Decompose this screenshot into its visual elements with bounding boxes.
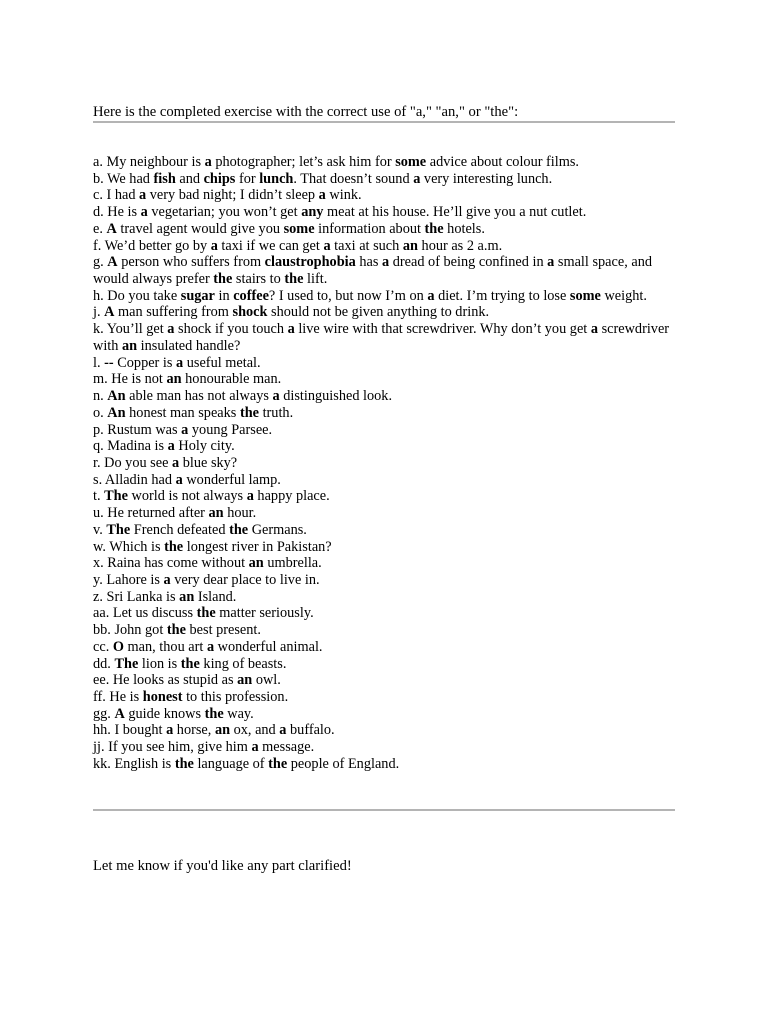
sentence-text: umbrella. [263, 555, 322, 572]
sentence-text: young Parsee. [188, 421, 273, 438]
sentence-text: honourable man. [181, 371, 282, 388]
answer-word: a [547, 254, 555, 271]
answer-word: the [284, 271, 304, 288]
sentence-text: buffalo. [286, 722, 335, 739]
exercise-item [93, 405, 675, 422]
answer-word: a [287, 321, 295, 338]
answer-word: some [283, 220, 315, 237]
sentence-text: happy place. [253, 488, 330, 505]
answer-word: chips [203, 170, 236, 187]
answer-word: the [229, 521, 249, 538]
sentence-text: travel agent would give you [116, 220, 284, 237]
sentence-text: l. [93, 354, 105, 371]
sentence-text: stairs to [232, 271, 285, 288]
exercise-item [93, 639, 675, 656]
sentence-text: Island. [194, 588, 237, 605]
answer-word: a [323, 237, 331, 254]
answer-word: a [206, 638, 215, 655]
sentence-text: very dear place to live in. [170, 571, 320, 588]
sentence-text: wonderful lamp. [182, 471, 281, 488]
exercise-item [93, 304, 675, 321]
answer-word: the [174, 755, 194, 772]
answer-word: An [107, 404, 126, 421]
sentence-text: world is not always [127, 488, 247, 505]
answer-word: an [248, 555, 264, 572]
exercise-item [93, 221, 675, 238]
answer-word: a [590, 321, 598, 338]
sentence-text: truth. [259, 404, 294, 421]
sentence-text: n. [93, 388, 108, 405]
sentence-text: live wire with that screwdriver. Why don’t you get [294, 321, 591, 338]
exercise-list [93, 154, 675, 773]
exercise-item [93, 422, 675, 439]
sentence-text: w. Which is [93, 538, 165, 555]
answer-word: O [112, 638, 124, 655]
exercise-item [93, 622, 675, 639]
sentence-text: in [214, 287, 234, 304]
answer-word: a [176, 354, 184, 371]
sentence-text: blue sky? [179, 454, 238, 471]
intro-text: Here is the completed exercise with the correct use of "a," "an," or "the": [93, 103, 519, 120]
sentence-text: people of England. [287, 755, 400, 772]
sentence-text: r. Do you see [93, 454, 173, 471]
answer-word: honest [142, 689, 183, 705]
answer-word: a [167, 321, 175, 338]
answer-word: The [106, 521, 131, 538]
sentence-text: best present. [185, 622, 261, 639]
answer-word: a [279, 722, 287, 739]
answer-word: the [204, 705, 224, 722]
sentence-text: vegetarian; you won’t get [147, 204, 302, 221]
exercise-item [93, 488, 675, 505]
sentence-text: and [175, 170, 204, 187]
sentence-text: ff. He is [93, 689, 143, 705]
answer-word: the [164, 538, 184, 555]
exercise-item [93, 438, 675, 455]
exercise-item [93, 656, 675, 673]
answer-word: a [172, 454, 180, 471]
answer-word: a [204, 154, 212, 170]
sentence-text: man, thou art [123, 638, 207, 655]
exercise-item [93, 288, 675, 305]
answer-word: a [167, 438, 175, 455]
sentence-text: j. [93, 304, 105, 321]
answer-word: a [272, 388, 280, 405]
answer-word: sugar [180, 287, 215, 304]
sentence-text: insulated handle? [137, 337, 241, 354]
sentence-text: s. Alladin had [93, 471, 176, 488]
sentence-text: p. Rustum was [93, 421, 182, 438]
answer-word: an [237, 672, 253, 689]
answer-word: coffee [233, 287, 269, 304]
exercise-item [93, 238, 675, 255]
exercise-item [93, 254, 675, 287]
answer-word: some [395, 154, 427, 170]
exercise-item [93, 672, 675, 689]
answer-word: a [175, 471, 183, 488]
sentence-text: ee. He looks as stupid as [93, 672, 238, 689]
exercise-item [93, 388, 675, 405]
answer-word: a [382, 254, 390, 271]
answer-word: a [163, 571, 171, 588]
sentence-text: horse, [173, 722, 215, 739]
exercise-item [93, 187, 675, 204]
exercise-item [93, 171, 675, 188]
sentence-text: d. He is [93, 204, 141, 221]
sentence-text: wink. [325, 187, 362, 204]
sentence-text: kk. English is [93, 755, 175, 772]
sentence-text: jj. If you see him, give him [93, 739, 252, 756]
exercise-item [93, 371, 675, 388]
sentence-text: bb. John got [93, 622, 167, 639]
answer-word: the [166, 622, 186, 639]
exercise-item [93, 154, 675, 171]
answer-word: The [104, 488, 128, 505]
answer-word: a [181, 421, 189, 438]
sentence-text: should not be given anything to drink. [267, 304, 490, 321]
sentence-text: f. We’d better go by [93, 237, 211, 254]
sentence-text: very bad night; I didn’t sleep [146, 187, 319, 204]
sentence-text: message. [258, 739, 315, 756]
sentence-text: hour as 2 a.m. [417, 237, 503, 254]
sentence-text: dd. [93, 655, 115, 672]
sentence-text: shock if you touch [174, 321, 288, 338]
answer-word: shock [232, 304, 268, 321]
answer-word: A [106, 220, 117, 237]
sentence-text: man suffering from [114, 304, 233, 321]
exercise-item [93, 572, 675, 589]
answer-word: a [166, 722, 174, 739]
sentence-text: z. Sri Lanka is [93, 588, 180, 605]
sentence-text: t. [93, 488, 105, 505]
sentence-text: diet. I’m trying to lose [434, 287, 570, 304]
sentence-text: matter seriously. [215, 605, 314, 622]
closing-text: Let me know if you'd like any part clarified! [93, 857, 352, 874]
sentence-text: u. He returned after [93, 505, 209, 522]
sentence-text: x. Raina has come without [93, 555, 249, 572]
answer-word: the [268, 755, 288, 772]
sentence-text: a. My neighbour is [93, 154, 205, 170]
sentence-text: language of [193, 755, 269, 772]
answer-word: A [104, 304, 115, 321]
sentence-text: aa. Let us discuss [93, 605, 197, 622]
exercise-item [93, 555, 675, 572]
exercise-item [93, 355, 675, 372]
sentence-text: ? I used to, but now I’m on [268, 287, 428, 304]
answer-word: an [208, 505, 224, 522]
answer-word: a [318, 187, 326, 204]
sentence-text: hour. [223, 505, 257, 522]
sentence-text: weight. [600, 287, 647, 304]
answer-word: a [251, 739, 259, 756]
exercise-item [93, 722, 675, 739]
exercise-item [93, 756, 675, 773]
top-divider [93, 121, 675, 123]
answer-word: an [122, 337, 138, 354]
sentence-text: m. He is not [93, 371, 167, 388]
exercise-item [93, 522, 675, 539]
sentence-text: lift. [303, 271, 328, 288]
exercise-item [93, 321, 675, 354]
answer-word: a [246, 488, 254, 505]
answer-word: an [166, 371, 182, 388]
sentence-text: distinguished look. [279, 388, 393, 405]
answer-word: the [196, 605, 216, 622]
sentence-text: c. I had [93, 187, 140, 204]
sentence-text: longest river in Pakistan? [183, 538, 332, 555]
sentence-text: Germans. [248, 521, 307, 538]
exercise-item [93, 539, 675, 556]
answer-word: any [301, 204, 324, 221]
sentence-text: . That doesn’t sound [293, 170, 414, 187]
sentence-text: small space, and would always prefer [93, 254, 652, 288]
exercise-item [93, 589, 675, 606]
sentence-text: taxi at such [330, 237, 403, 254]
sentence-text: king of beasts. [199, 655, 287, 672]
answer-word: the [180, 655, 200, 672]
answer-word: the [213, 271, 233, 288]
sentence-text: v. [93, 521, 107, 538]
sentence-text: e. [93, 220, 107, 237]
sentence-text: screwdriver with [93, 321, 670, 354]
sentence-text: k. You’ll get [93, 321, 168, 338]
sentence-text: taxi if we can get [217, 237, 324, 254]
answer-word: A [114, 705, 125, 722]
sentence-text: o. [93, 404, 108, 421]
answer-word: a [140, 204, 148, 221]
sentence-text: g. [93, 254, 108, 271]
sentence-text: hh. I bought [93, 722, 167, 739]
exercise-item [93, 505, 675, 522]
sentence-text: very interesting lunch. [420, 170, 553, 187]
exercise-item [93, 605, 675, 622]
answer-word: the [424, 220, 444, 237]
sentence-text: has [355, 254, 382, 271]
sentence-text: advice about colour films. [426, 154, 580, 170]
sentence-text: French defeated [130, 521, 230, 538]
sentence-text: hotels. [443, 220, 485, 237]
sentence-text: wonderful animal. [214, 638, 323, 655]
exercise-item [93, 739, 675, 756]
exercise-item [93, 455, 675, 472]
exercise-item [93, 204, 675, 221]
answer-word: A [107, 254, 118, 271]
sentence-text: q. Madina is [93, 438, 168, 455]
sentence-text: guide knows [124, 705, 205, 722]
answer-word: an [402, 237, 418, 254]
bottom-divider [93, 809, 675, 811]
sentence-text: y. Lahore is [93, 571, 164, 588]
sentence-text: b. We had [93, 170, 154, 187]
answer-word: a [413, 170, 421, 187]
answer-word: an [179, 588, 195, 605]
answer-word: claustrophobia [264, 254, 356, 271]
answer-word: fish [153, 170, 176, 187]
answer-word: The [114, 655, 139, 672]
sentence-text: gg. [93, 705, 115, 722]
answer-word: lunch [259, 170, 294, 187]
sentence-text: able man has not always [125, 388, 273, 405]
exercise-item [93, 472, 675, 489]
sentence-text: information about [314, 220, 425, 237]
sentence-text: way. [223, 705, 254, 722]
sentence-text: to this profession. [182, 689, 289, 705]
answer-word: a [139, 187, 147, 204]
sentence-text: Copper is [113, 354, 177, 371]
exercise-item [93, 706, 675, 723]
sentence-text: lion is [138, 655, 181, 672]
sentence-text: Holy city. [174, 438, 235, 455]
answer-word: An [107, 388, 126, 405]
sentence-text: honest man speaks [125, 404, 240, 421]
sentence-text: owl. [252, 672, 281, 689]
answer-word: the [239, 404, 259, 421]
answer-word: a [210, 237, 218, 254]
sentence-text: h. Do you take [93, 287, 181, 304]
answer-word: a [427, 287, 435, 304]
sentence-text: meat at his house. He’ll give you a nut cutlet. [323, 204, 587, 221]
sentence-text: person who suffers from [117, 254, 265, 271]
answer-word: -- [104, 354, 114, 371]
answer-word: some [569, 287, 601, 304]
sentence-text: ox, and [230, 722, 280, 739]
sentence-text: useful metal. [183, 354, 261, 371]
sentence-text: dread of being confined in [389, 254, 548, 271]
sentence-text: photographer; let’s ask him for [211, 154, 396, 170]
answer-word: an [214, 722, 231, 739]
sentence-text: for [235, 170, 260, 187]
exercise-item [93, 689, 675, 706]
sentence-text: cc. [93, 638, 113, 655]
